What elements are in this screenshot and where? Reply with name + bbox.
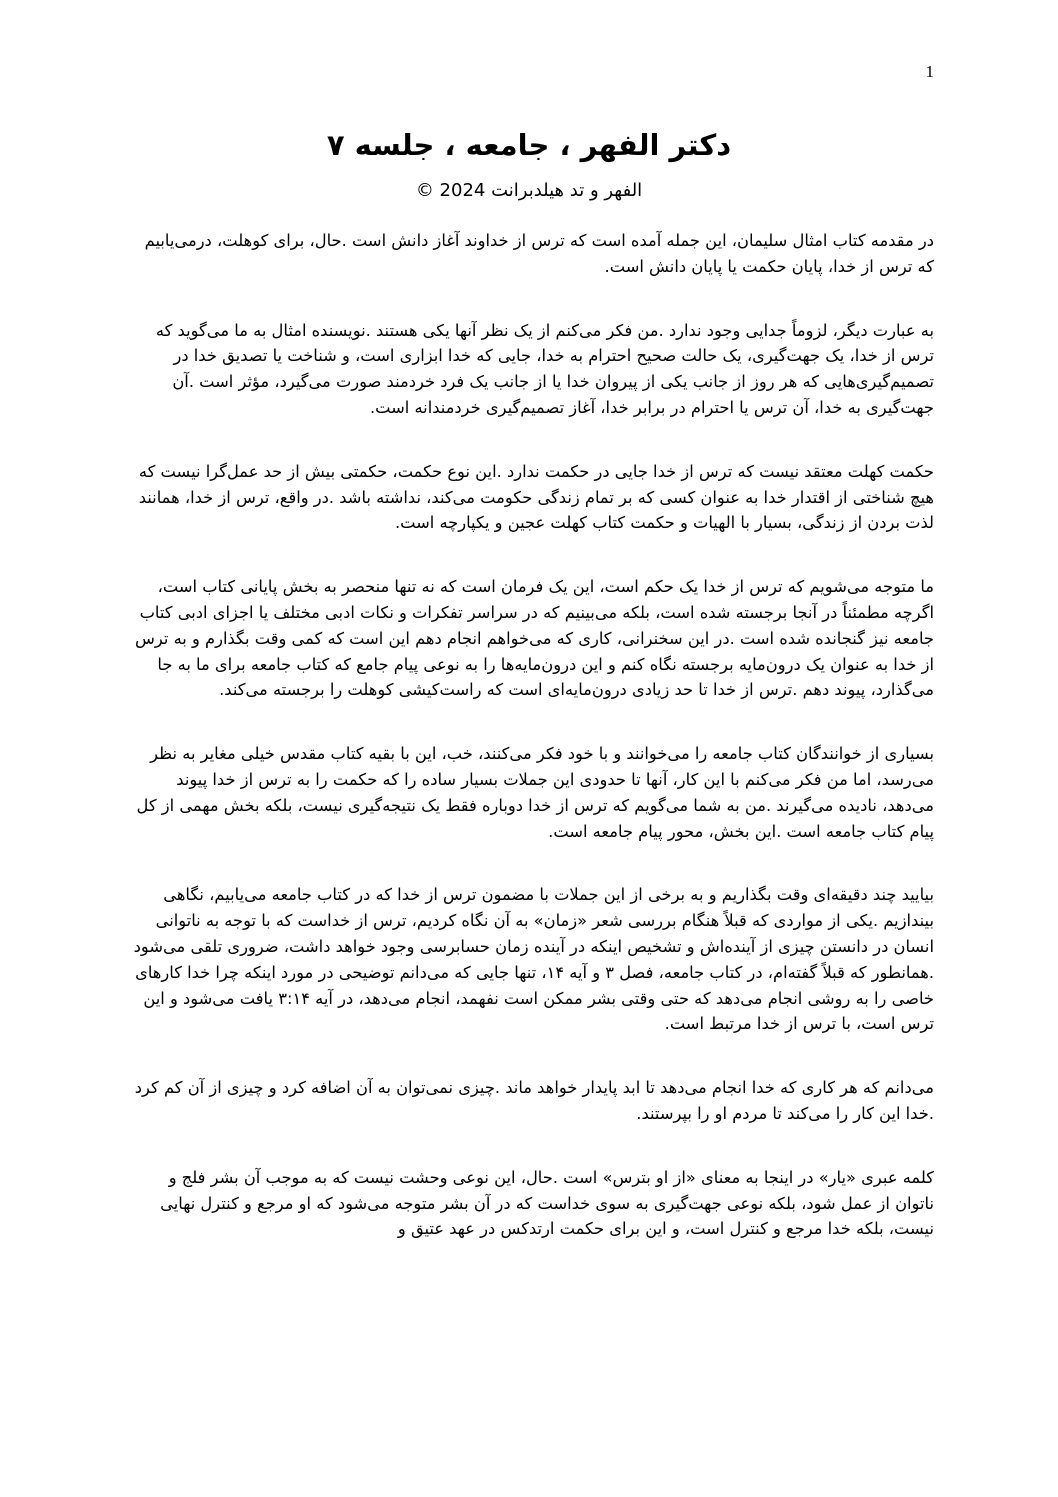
page-subtitle: الفهر و تد هیلدبرانت 2024 © bbox=[415, 180, 643, 201]
paragraph-1: در مقدمه کتاب امثال سلیمان، این جمله آمده است که ترس از خداوند آغاز دانش است .حال، برای کوهلت، درمی‌یابیم که ترس از خدا، پایان حکمت یا پایان دانش است. bbox=[144, 231, 934, 276]
paragraph-4: ما متوجه می‌شویم که ترس از خدا یک حکم است، این یک فرمان است که نه تنها منحصر به بخش پایانی کتاب است، اگرچه مطمئناً در آنجا برجسته شده است، بلکه می‌بینیم که در سراسر تفکرات و نکات ادبی مختلف یا اجزای ادبی کتاب جامعه نیز گنجانده شده است .در این سخنرانی، کاری که می‌خواهم انجام دهم این است که کمی وقت بگذارم و به ترس از خدا به عنوان یک درون‌مایه برجسته نگاه کنم و این درون‌مایه‌ها را به نوعی پیام جامع که کتاب جامعه برای ما به جا می‌گذارد، پیوند دهم .ترس از خدا تا حد زیادی درون‌مایه‌ای است که راست‌کیشی کوهلت را برجسته می‌کند. bbox=[135, 577, 934, 700]
paragraph-3: حکمت کهلت معتقد نیست که ترس از خدا جایی در حکمت ندارد .این نوع حکمت، حکمتی بیش از حد عمل‌گرا نیست که هیچ شناختی از اقتدار خدا به عنوان کسی که بر تمام زندگی حکومت می‌کند، نداشته باشد .در واقع، ترس از خدا، همانند لذت بردن از زندگی، بسیار با الهیات و حکمت کتاب کهلت عجین و یکپارچه است. bbox=[138, 461, 934, 533]
paragraph-2: به عبارت دیگر، لزوماً جدایی وجود ندارد .من فکر می‌کنم از یک نظر آنها یکی هستند .نویسنده امثال به ما می‌گوید که ترس از خدا، یک جهت‌گیری، یک حالت صحیح احترام به خدا، جایی که خدا ابزاری است، و شناخت یا تصدیق خدا در تصمیم‌گیری‌هایی که هر روز از جانب یکی از پیروان خدا یا از جانب یک فرد خردمند صورت می‌گیرد، مؤثر است .آن جهت‌گیری به خدا، آن ترس یا احترام در برابر خدا، آغاز تصمیم‌گیری خردمندانه است. bbox=[155, 320, 934, 417]
paragraph-8: کلمه عبری «یار» در اینجا به معنای «از او بترس» است .حال، این نوعی وحشت نیست که به موجب آن بشر فلج و ناتوان از عمل شود، بلکه نوعی جهت‌گیری به سوی خداست که در آن بشر متوجه می‌شود که او مرجع و کنترل نهایی نیست، بلکه خدا مرجع و کنترل است، و این برای حکمت ارتدکس در عهد عتیق و bbox=[160, 1167, 934, 1239]
document-body bbox=[126, 228, 934, 1280]
page-number: 1 bbox=[925, 62, 934, 81]
paragraph-6: بیایید چند دقیقه‌ای وقت بگذاریم و به برخی از این جملات با مضمون ترس از خدا که در کتاب جامعه می‌یابیم، نگاهی بیندازیم .یکی از مواردی که قبلاً هنگام بررسی شعر «زمان» به آن نگاه کردیم، ترس از خداست که با توجه به ناتوانی انسان در دانستن چیزی از آینده‌اش و تشخیص اینکه در آینده زمان حسابرسی وجود خواهد داشت، ضروری تلقی می‌شود .همانطور که قبلاً گفته‌ام، در کتاب جامعه، فصل ۳ و آیه ۱۴، تنها جایی که می‌دانم توضیحی در مورد اینکه چرا خدا کارهای خاصی را به روشی انجام می‌دهد که حتی وقتی بشر ممکن است نفهمد، انجام می‌دهد، در آیه ۳:۱۴ یافت می‌شود و این ترس است، با ترس از خدا مرتبط است. bbox=[133, 885, 934, 1034]
page-title: دکتر الفهر ، جامعه ، جلسه ۷ bbox=[326, 128, 732, 162]
paragraph-5: بسیاری از خوانندگان کتاب جامعه را می‌خوانند و با خود فکر می‌کنند، خب، این با بقیه کتاب مقدس خیلی مغایر به نظر می‌رسد، اما من فکر می‌کنم با این کار، آنها تا حدودی این جملات بسیار ساده را که حکمت را به ترس از خدا پیوند می‌دهد، نادیده می‌گیرند .من به شما می‌گویم که ترس از خدا دوباره فقط یک نتیجه‌گیری نیست، بلکه بخش مهمی از کل پیام کتاب جامعه است .این بخش، محور پیام جامعه است. bbox=[136, 744, 934, 841]
paragraph-7: می‌دانم که هر کاری که خدا انجام می‌دهد تا ابد پایدار خواهد ماند .چیزی نمی‌توان به آن اضافه کرد و چیزی از آن کم کرد .خدا این کار را می‌کند تا مردم او را بپرستند. bbox=[134, 1078, 934, 1123]
